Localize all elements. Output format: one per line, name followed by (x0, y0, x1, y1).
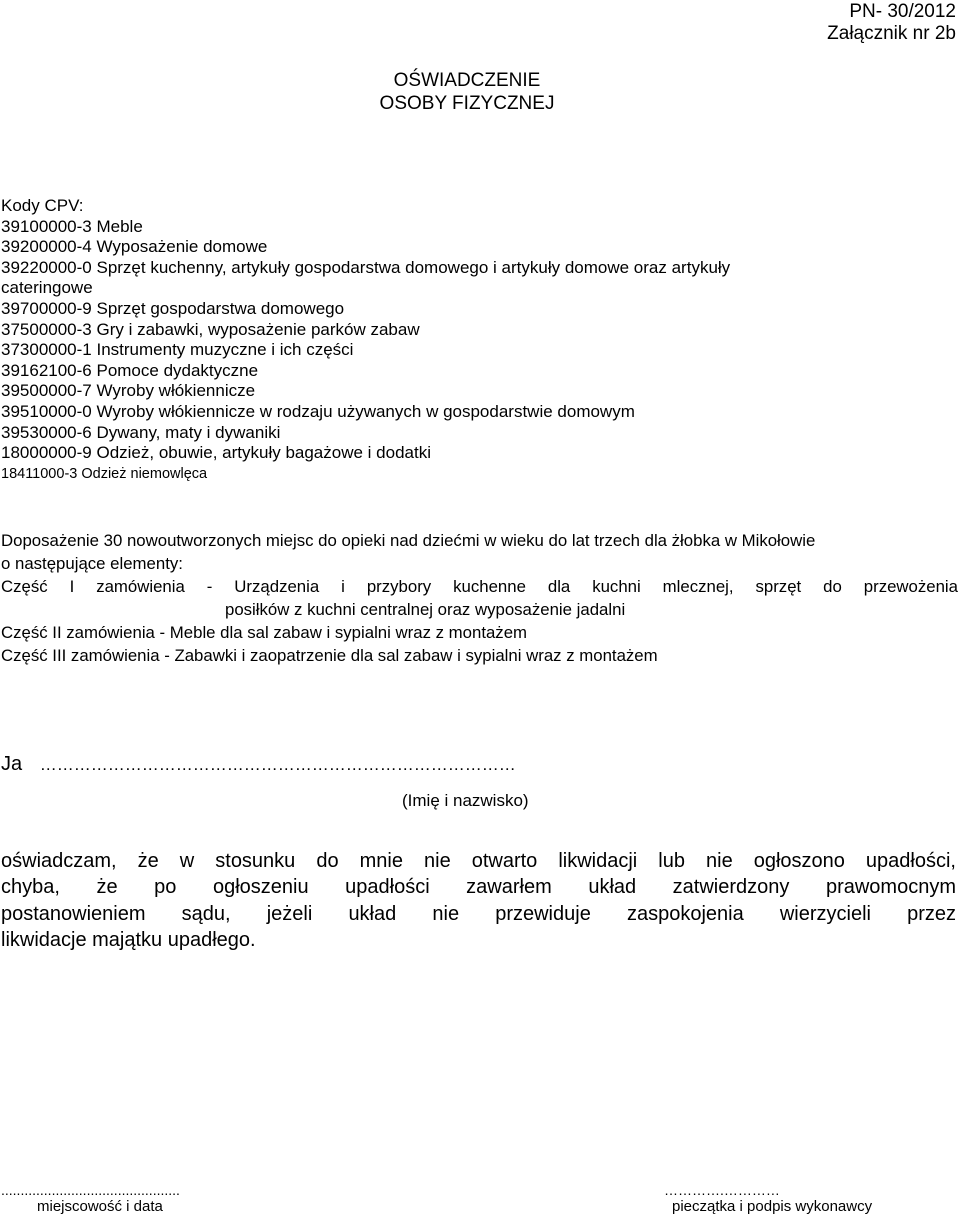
part-3: Część III zamówienia - Zabawki i zaopatrzenie dla sal zabaw i sypialni wraz z montażem (1, 646, 658, 665)
cpv-item: 39200000-4 Wyposażenie domowe (1, 237, 268, 257)
attachment-number: Załącznik nr 2b (827, 23, 956, 44)
cpv-item: 18000000-9 Odzież, obuwie, artykuły bagażowe i dodatki (1, 443, 431, 463)
declaration-line: postanowieniem sądu, jeżeli układ nie przewiduje zaspokojenia wierzycieli przez (1, 902, 956, 925)
place-date-label: miejscowość i data (37, 1198, 163, 1215)
cpv-item: 18411000-3 Odzież niemowlęca (1, 465, 208, 482)
cpv-item: cateringowe (1, 278, 93, 298)
description-line: o następujące elementy: (1, 554, 183, 573)
declaration-line: chyba, że po ogłoszeniu upadłości zawarłem układ zatwierdzony prawomocnym (1, 876, 956, 899)
part-1-continued: posiłków z kuchni centralnej oraz wyposażenie jadalni (225, 600, 626, 619)
cpv-item: 39510000-0 Wyroby włókiennicze w rodzaju używanych w gospodarstwie domowym (1, 401, 635, 421)
declaration-line: likwidacje majątku upadłego. (1, 928, 256, 951)
cpv-item: 39100000-3 Meble (1, 216, 143, 236)
name-prefix: Ja (1, 753, 23, 775)
document-reference: PN- 30/2012 (849, 1, 956, 22)
cpv-item: 39500000-7 Wyroby włókiennicze (1, 381, 256, 401)
part-2: Część II zamówienia - Meble dla sal zabaw i sypialni wraz z montażem (1, 623, 528, 642)
description-line: Doposażenie 30 nowoutworzonych miejsc do opieki nad dziećmi w wieku do lat trzech dla żłobka w Mikołowie (1, 531, 816, 550)
declaration-line: oświadczam, że w stosunku do mnie nie otwarto likwidacji lub nie ogłoszono upadłości, (1, 850, 956, 872)
cpv-item: 37300000-1 Instrumenty muzyczne i ich części (1, 340, 354, 360)
document-title-line1: OŚWIADCZENIE (393, 70, 541, 91)
procurement-description (1, 529, 958, 667)
name-caption: (Imię i nazwisko) (402, 791, 529, 810)
cpv-list (1, 196, 730, 484)
cpv-item: 39700000-9 Sprzęt gospodarstwa domowego (1, 298, 345, 318)
document-title-line2: OSOBY FIZYCZNEJ (379, 93, 555, 114)
declaration-text (1, 848, 956, 953)
part-1: Część I zamówienia - Urządzenia i przybory kuchenne dla kuchni mlecznej, sprzęt do przewożenia (1, 577, 958, 596)
signature-label: pieczątka i podpis wykonawcy (672, 1198, 873, 1215)
name-dotted-line: ………………………………………………………………………… (39, 755, 516, 774)
cpv-item: 39530000-6 Dywany, maty i dywaniki (1, 422, 281, 442)
cpv-item: 39220000-0 Sprzęt kuchenny, artykuły gospodarstwa domowego i artykuły domowe oraz artykuły (1, 257, 731, 277)
cpv-item: 39162100-6 Pomoce dydaktyczne (1, 360, 259, 380)
cpv-item: 37500000-3 Gry i zabawki, wyposażenie parków zabaw (1, 319, 420, 339)
place-date-dots: .............................................. (1, 1182, 180, 1198)
name-field (1, 752, 516, 777)
cpv-heading: Kody CPV: (1, 196, 84, 215)
signature-dots: ………….………… (664, 1182, 780, 1198)
